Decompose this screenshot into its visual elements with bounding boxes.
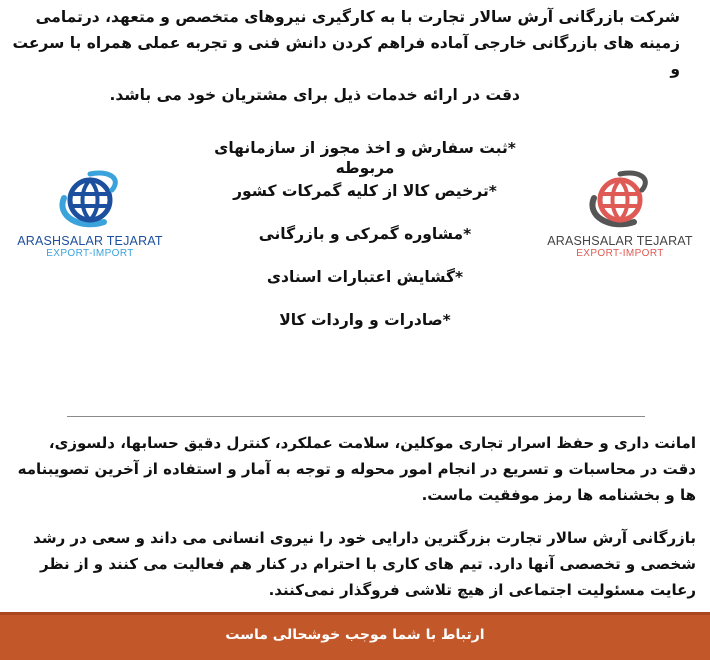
- intro-line: دقت در ارائه خدمات ذیل برای مشتریان خود می باشد.: [109, 86, 520, 104]
- service-item: *مشاوره گمرکی و بازرگانی: [258, 225, 472, 243]
- values-paragraph: امانت داری و حفظ اسرار تجاری موکلین، سلامت عملکرد، کنترل دقیق حسابها، دلسوزی، دقت در محاسبات و تسریع در انجام امور محوله و توجه به آمار و استفاده از آخرین تصویبنامه ها و بخشنامه ها رمز موفقیت ماست.: [17, 434, 696, 504]
- service-item: *ترخیص کالا از کلیه گمرکات کشور: [233, 182, 497, 200]
- logo-brand-text: ARASHSALAR TEJARAT: [17, 234, 163, 248]
- logo-brand-text: ARASHSALAR TEJARAT: [547, 234, 693, 248]
- service-item: *ثبت سفارش و اخذ مجوز از سازمانهای مربوطه: [214, 139, 516, 177]
- intro-line: شرکت بازرگانی آرش سالار تجارت با به کارگیری نیروهای متخصص و متعهد، درتمامی: [35, 8, 680, 26]
- footer-text: ارتباط با شما موجب خوشحالی ماست: [225, 627, 485, 643]
- globe-icon: [50, 168, 130, 232]
- footer-banner: [0, 612, 710, 660]
- team-paragraph: بازرگانی آرش سالار تجارت بزرگترین دارایی خود را نیروی انسانی می داند و سعی در رشد شخصی و تخصصی آنها دارد. تیم های کاری با احترام در کنار هم فعالیت می کنند و از نظر رعایت مسئولیت اجتماعی از هیچ تلاشی فروگذار نمی‌کنند.: [33, 529, 696, 599]
- intro-paragraph: [8, 4, 680, 108]
- section-divider: [67, 416, 645, 417]
- services-list: [190, 138, 540, 353]
- globe-icon: [580, 168, 660, 232]
- values-section: [14, 430, 696, 620]
- company-logo-red: [530, 168, 710, 268]
- company-logo-blue: [0, 168, 180, 268]
- service-item: *صادرات و واردات کالا: [279, 311, 451, 329]
- service-item: *گشایش اعتبارات اسنادی: [266, 268, 464, 286]
- intro-line: زمینه های بازرگانی خارجی آماده فراهم کردن دانش فنی و تجربه عملی همراه با سرعت و: [12, 34, 680, 78]
- logo-subtitle: EXPORT-IMPORT: [576, 248, 664, 259]
- logo-subtitle: EXPORT-IMPORT: [46, 248, 134, 259]
